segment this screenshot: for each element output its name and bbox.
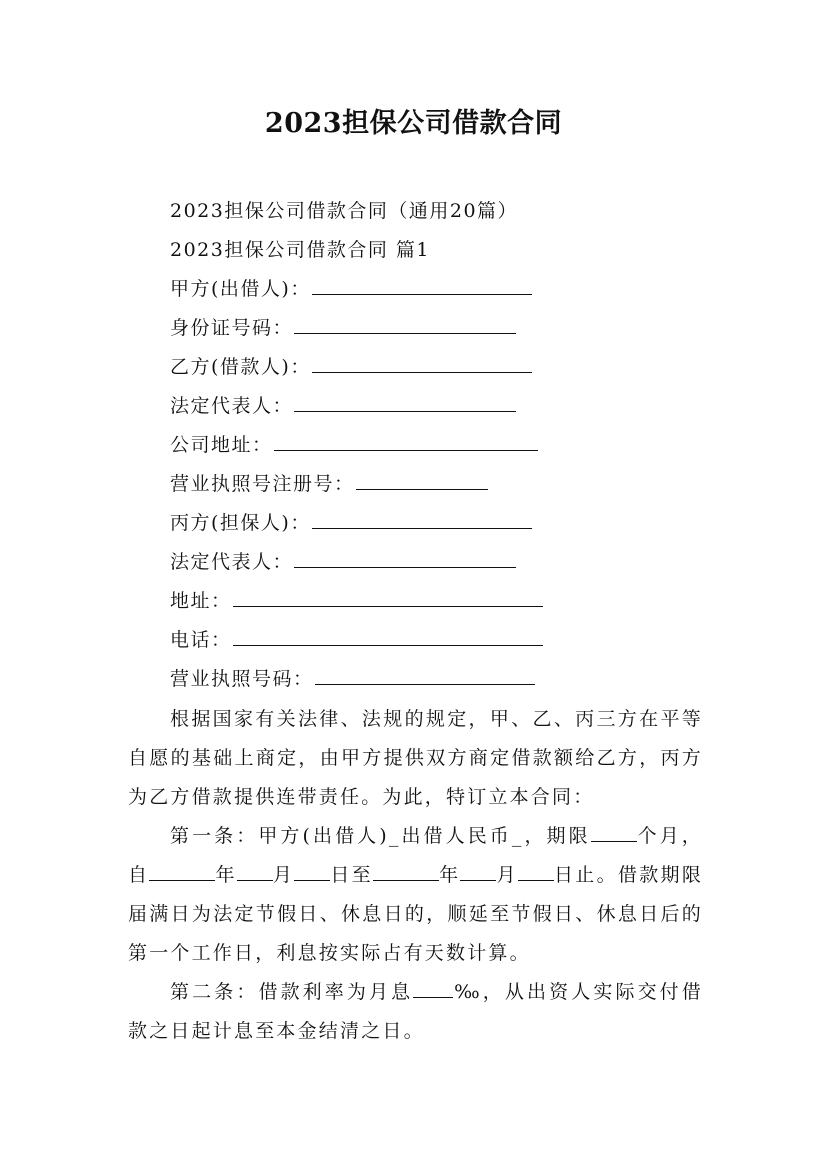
fill-in-blank[interactable] [274,432,538,451]
field-legal-rep-borrower [170,393,516,419]
field-label: 乙方(借款人)： [170,356,311,378]
field-guarantor [170,510,532,536]
fill-in-blank[interactable] [518,862,554,881]
fill-in-blank[interactable] [237,862,273,881]
fill-in-blank[interactable] [315,666,535,685]
field-label: 法定代表人： [170,395,294,417]
fill-in-blank[interactable] [373,862,439,881]
fill-in-blank[interactable] [294,862,330,881]
fill-in-blank[interactable] [591,823,637,842]
document-subtitle: 2023担保公司借款合同（通用20篇） [170,200,519,222]
fill-in-blank[interactable] [294,549,516,568]
fill-in-blank[interactable] [312,510,532,529]
preamble-paragraph: 根据国家有关法律、法规的规定，甲、乙、丙三方在平等自愿的基础上商定，由甲方提供双方商定借款额给乙方，丙方为乙方借款提供连带责任。为此，特订立本合同： [128,708,703,808]
field-label: 甲方(出借人)： [170,278,311,300]
fill-in-blank[interactable] [294,393,516,412]
article-1-paragraph: 第一条：甲方(出借人)_出借人民币_，期限 个月，自 年 月 日至 年 月 日止。借款期限届满日为法定节假日、休息日的，顺延至节假日、休息日后的第一个工作日，利息按实际占有天数计算。 [128,825,704,964]
field-address [170,588,543,614]
field-business-license-reg [170,471,488,497]
article-2-paragraph: 第二条：借款利率为月息 ‰，从出资人实际交付借款之日起计息至本金结清之日。 [128,981,703,1042]
field-borrower [170,354,532,380]
field-label: 地址： [170,590,232,612]
field-legal-rep-guarantor [170,549,516,575]
section-heading: 2023担保公司借款合同 篇1 [170,239,430,261]
field-label: 丙方(担保人)： [170,512,311,534]
field-company-address [170,432,538,458]
fill-in-blank[interactable] [312,354,532,373]
field-label: 营业执照号码： [170,668,314,690]
field-phone [170,627,543,653]
fill-in-blank[interactable] [233,588,543,607]
fill-in-blank[interactable] [356,471,488,490]
fill-in-blank[interactable] [312,276,532,295]
fill-in-blank[interactable] [233,627,543,646]
field-label: 电话： [170,629,232,651]
field-label: 公司地址： [170,434,273,456]
fill-in-blank[interactable] [460,862,496,881]
field-business-license-number [170,666,535,692]
field-label: 营业执照号注册号： [170,473,355,495]
field-lender [170,276,532,302]
fill-in-blank[interactable] [413,979,453,998]
fill-in-blank[interactable] [149,862,215,881]
fill-in-blank[interactable] [294,315,516,334]
field-label: 身份证号码： [170,317,294,339]
field-label: 法定代表人： [170,551,294,573]
field-id-number [170,315,516,341]
document-title: 2023担保公司借款合同 [264,108,563,139]
